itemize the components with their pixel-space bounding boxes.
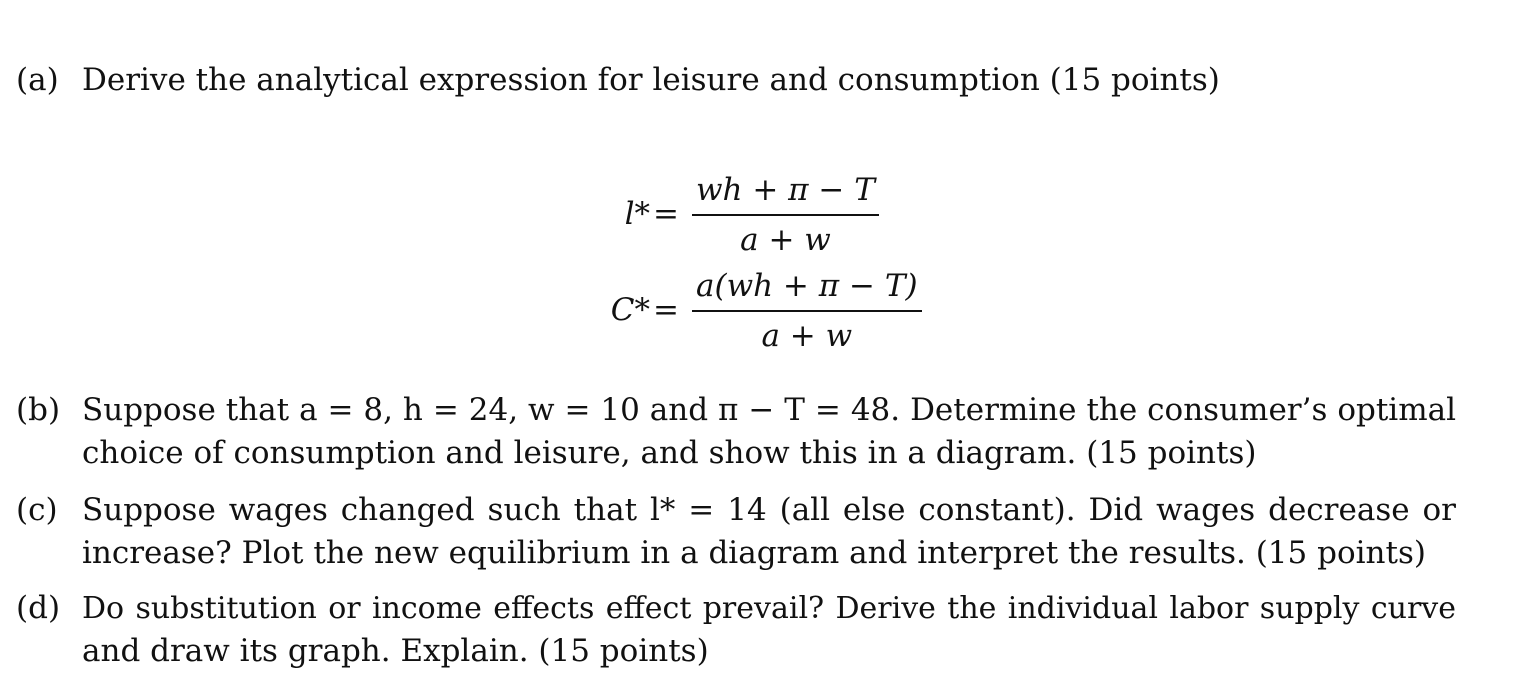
question-label: (c) (16, 492, 58, 528)
question-text-line: Suppose wages changed such that l* = 14 (all else constant). Did wages decrease or (82, 492, 1456, 528)
fraction-leisure (692, 172, 879, 258)
question-text-line: and draw its graph. Explain. (15 points) (82, 633, 709, 669)
question-label: (b) (16, 392, 61, 428)
equation-equals: = (653, 292, 679, 328)
fraction-denominator: a + w (740, 221, 831, 258)
question-label: (d) (16, 590, 61, 626)
question-text-line: Do substitution or income effects effect prevail? Derive the individual labor supply curve (82, 591, 1456, 626)
equation-lhs: C* (610, 292, 650, 328)
question-a (16, 59, 1456, 102)
question-c (16, 489, 1456, 575)
question-label: (a) (16, 62, 59, 98)
question-text-line: Suppose that a = 8, h = 24, w = 10 and π − T = 48. Determine the consumer’s optimal (82, 392, 1456, 428)
question-b (16, 389, 1456, 475)
fraction-numerator: wh + π − T (696, 172, 875, 208)
question-text-line: increase? Plot the new equilibrium in a diagram and interpret the results. (15 points) (82, 535, 1426, 571)
fraction-denominator: a + w (761, 317, 853, 354)
equation-equals: = (653, 196, 679, 232)
fraction-numerator: a(wh + π − T) (696, 268, 918, 304)
question-text-line: Derive the analytical expression for leisure and consumption (15 points) (82, 62, 1220, 98)
question-d (16, 587, 1456, 673)
fraction-consumption (692, 268, 922, 354)
equation-lhs: l* (624, 196, 650, 232)
question-text-line: choice of consumption and leisure, and show this in a diagram. (15 points) (82, 435, 1257, 471)
